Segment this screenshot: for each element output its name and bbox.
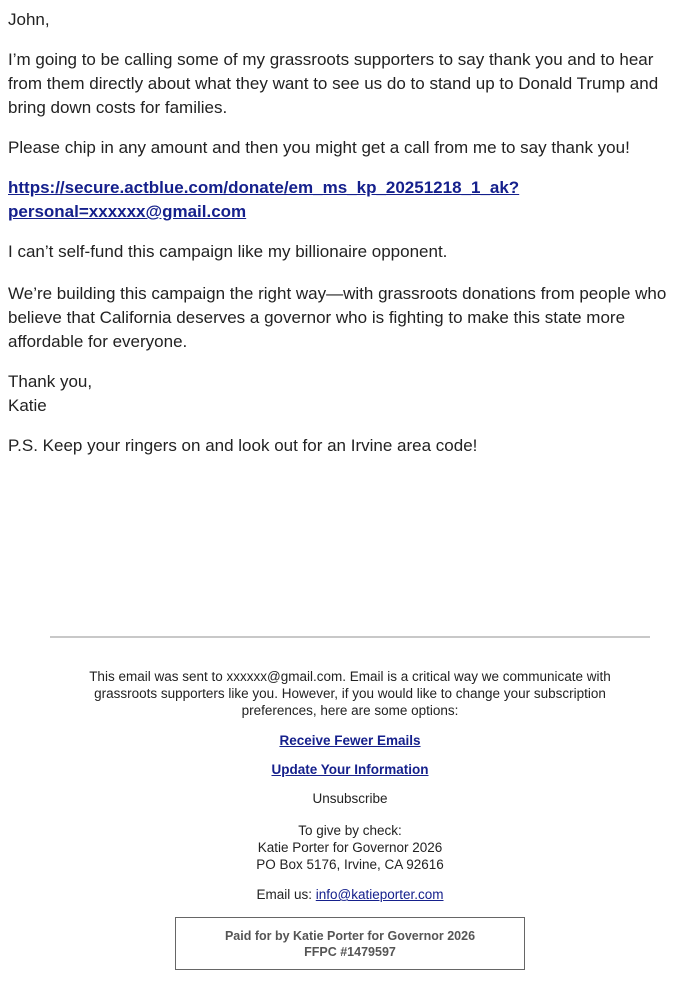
email-us-link[interactable]: info@katieporter.com: [315, 887, 444, 902]
donate-link-line2: personal=xxxxxx@gmail.com: [8, 202, 247, 221]
unsubscribe-link[interactable]: Unsubscribe: [312, 791, 388, 806]
signature: Katie: [8, 396, 47, 415]
update-info-paragraph: [0, 761, 700, 778]
donate-link-line1: https://secure.actblue.com/donate/em_ms_kp_20251218_1_ak?: [8, 178, 520, 197]
check-info: [0, 822, 700, 873]
paid-for-text: Paid for by Katie Porter for Governor 2026: [224, 929, 476, 943]
postscript: P.S. Keep your ringers on and look out for an Irvine area code!: [8, 436, 478, 455]
subscription-notice: This email was sent to xxxxxx@gmail.com. Email is a critical way we communicate with grassroots supporters like you. However, if you would like to change your subscription preferences, here are some options:: [89, 669, 611, 718]
check-address: PO Box 5176, Irvine, CA 92616: [256, 857, 444, 872]
check-heading: To give by check:: [298, 823, 402, 838]
donate-link-paragraph: [8, 176, 648, 224]
receive-fewer-paragraph: [0, 732, 700, 749]
chip-in-paragraph: Please chip in any amount and then you might get a call from me to say thank you!: [8, 138, 630, 157]
email-greeting: John,: [8, 10, 50, 29]
sign-off: [8, 370, 92, 418]
footer-divider: [50, 636, 650, 638]
donate-link[interactable]: [8, 178, 519, 221]
building-paragraph: We’re building this campaign the right way—with grassroots donations from people who believe that California deserves a governor who is fighting to make this state more affordable for everyone.: [8, 284, 667, 351]
update-your-information-link[interactable]: Update Your Information: [271, 762, 429, 777]
check-payee: Katie Porter for Governor 2026: [257, 840, 443, 855]
paid-for-disclaimer: [175, 917, 525, 970]
sign-off-text: Thank you,: [8, 372, 93, 391]
ffpc-number: FFPC #1479597: [304, 945, 396, 959]
self-fund-paragraph: I can’t self-fund this campaign like my billionaire opponent.: [8, 242, 448, 261]
intro-paragraph: I’m going to be calling some of my grassroots supporters to say thank you and to hear from them directly about what they want to see us do to stand up to Donald Trump and bring down costs for families.: [8, 50, 659, 117]
email-us: [0, 886, 700, 903]
email-us-label: Email us:: [256, 887, 316, 902]
receive-fewer-emails-link[interactable]: Receive Fewer Emails: [279, 733, 421, 748]
